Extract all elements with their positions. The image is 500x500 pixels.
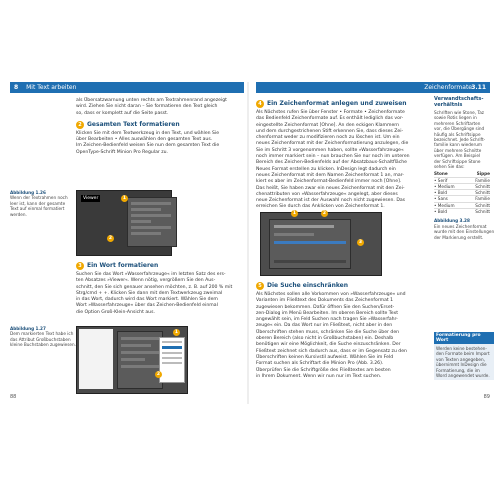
left-main-column: als Übersatzwarnung unten rechts am Textrahmenrand angezeigt wird. Ziehen Sie nicht daran – Sie formatieren den Text gleich so, dass er komplett auf die Seite passt. 2 Gesamten Text formatieren Klicken Sie mit dem Textwerkzeug in den Text, und wählen Sie über Bearbeiten • Alles auswählen den gesamten Text aus. Im Zeichen-Bedienfeld weisen Sie nun dem gesamten Text die OpenType-Schrift Minion Pro Regular zu. — [76, 98, 227, 155]
font-family-table: Stone Sippe • Serif Familie • Medium Schnitt • Bold Schnitt • Sans Familie • Medium Schnitt • Bold Schnitt — [434, 171, 490, 215]
page-number: 89 — [483, 394, 490, 400]
figure-caption: Abbildung 3.28 Ein neues Zeichenformat wurde mit den Einstellungen der Markierung erstellt. — [434, 218, 495, 240]
step-heading: 2 Gesamten Text formatieren — [76, 121, 186, 129]
right-main-column: 4 Ein Zeichenformat anlegen und zuweisen Als Nächstes rufen Sie über Fenster • Formate • Zeichenformate das Bedienfeld Zeichenformate auf. Es enthält lediglich das vor- eingestellte Zeichenformat [Ohne]. An den eckigen Klammern und dem durchgestrichenen Stift erkennen Sie, dass dieses Zei- chenformat weder zu modifizieren noch zu löschen ist. Um ein neues Zeichenformat mit der Zeichenformatierung anzulegen, die Sie im Schritt 3 vorgenommen haben, sollte »Wasserfahrzeuge« noch immer markiert sein – nun brauchen Sie nur noch im unteren Bereich des Zeichen-Bedienfelds auf der Absatzbaus-Schaltfläche Neues Format erstellen zu klicken. InDesign legt dadurch ein neues Zeichenformat mit dem Namen Zeichenformat 1 an, mar- kiert es aber im Zeichenformat-Bedienfeld immer noch [Ohne]. Das heißt, Sie haben zwar ein neues Zeichenformat mit den Zei- chenattributen von »Wasserfahrzeuge« angelegt, aber dieses neue Zeichenformat ist der Auswahl noch nicht zugewiesen. Das erreichen Sie durch das Anklicken von Zeichenformat 1. — [256, 96, 428, 211]
step-heading: 3 Ein Wort formatieren — [76, 262, 186, 270]
step-number: 3 — [76, 262, 84, 270]
figure-caption: Abbildung 1.26 Wenn der Textrahmen noch leer ist, kann der gesamte Text auf einmal formatiert werden. — [10, 190, 68, 217]
step-number: 5 — [256, 282, 264, 290]
chapter-title: Mit Text arbeiten — [26, 84, 77, 91]
figure-caption: Abbildung 1.27 Dem markierten Text habe ich das Attribut Großbuchstaben kleine Buchstaben zugewiesen. — [10, 326, 76, 348]
left-main-column-2: 3 Ein Wort formatieren Suchen Sie das Wort »Wasserfahrzeuge« im letzten Satz des ers- ten Absatzes »Viewer«. Wenn nötig, vergrößern Sie den Aus- schnitt, den Sie sich genauer ansehen möchten, z. B. auf 200 % mit Strg/cmd + +. Klicken Sie dann mit dem Textwerkzeug zweimal in das Wort, dadurch wird das Wort markiert. Wählen Sie dem Wort »Wasserfahrzeuge« über das Zeichen-Bedienfeld einmal die Option Groß-Klein-Ansicht aus. — [76, 262, 233, 315]
character-panel — [117, 331, 163, 389]
step-heading: 4 Ein Zeichenformat anlegen und zuweisen — [256, 100, 428, 108]
dropdown-menu — [159, 337, 185, 383]
figure-screenshot: 1 2 3 — [260, 212, 382, 276]
right-page-header — [256, 82, 490, 93]
info-box: Formatierung pro Wort Werden keine bestehen- den Formate beim Import von Texten angegeben, übernimmt InDesign die Formatierung, die im Word angewendet wurde. — [434, 332, 494, 380]
left-page — [10, 82, 244, 404]
step-number: 4 — [256, 100, 264, 108]
step-heading: 5 Die Suche einschränken — [256, 282, 428, 290]
viewer-label: Viewer — [83, 196, 99, 201]
right-page — [256, 82, 495, 404]
right-main-column-2: 5 Die Suche einschränken Als Nächstes sollen alle Vorkommen von »Wasserfahrzeuge« und Varianten im Fließtext des Dokuments das Zeichenformat 1 zugewiesen bekommen. Dafür öffnen Sie den Suchen/Erset- zen-Dialog im Menü Bearbeiten. Im oberen Bereich sollte Text angewählt sein, im Feld Suchen nach tragen Sie »Wasserfahr- zeuge« ein. Da das Wort nur im Fließtext, nicht aber in den Überschriften stehen muss, schränken Sie die Suche über den oberen Bereich (also nicht in Großbuchstaben) ein. Deshalb benötigen wir eine Möglichkeit, die Suche einzuschränken. Der Fließtext zeichnet sich dadurch aus, dass er im Gegensatz zu den Überschriften keinen Kursivstil aufweist. Wählen Sie im Feld Format suchen als Schriftart die Minion Pro (Abb. 3.26). Überprüfen Sie die Schriftgröße des Fließtextes am besten in Ihrem Dokument. Wenn wir nun nur im Text suchen. — [256, 278, 428, 380]
figure-screenshot: 1 2 — [76, 326, 188, 394]
chapter-title: Zeichenformate — [424, 84, 472, 91]
section-number: 8 — [14, 84, 19, 91]
figure-screenshot: Viewer 1 2 — [76, 190, 172, 256]
character-panel — [127, 197, 177, 247]
step-number: 2 — [76, 121, 84, 129]
gutter — [247, 82, 249, 404]
margin-note: Verwandtschafts-verhältnis Schriften wie Stone, Taz sowie Rotis liegen in mehreren Schriftarten vor, die Übergänge sind häufig als Schriftsippe bezeichnet. Jede Schrift- familie kann wiederum über mehrere Schnitte verfügen. Am Beispiel der Schriftsippe Stone sehen Sie das: Stone Sippe • Serif Familie • Medium Schnitt • Bold Schnitt • Sans Familie • Medium Schnitt • Bold Schnitt Abbildung 3.28 Ein neues Zeichenformat wurde mit den Einstellungen der Markierung erstellt. — [434, 96, 495, 240]
section-number: 3.11 — [471, 84, 486, 91]
character-styles-panel — [269, 219, 351, 269]
page-number: 88 — [10, 394, 17, 400]
left-page-header — [10, 82, 244, 93]
